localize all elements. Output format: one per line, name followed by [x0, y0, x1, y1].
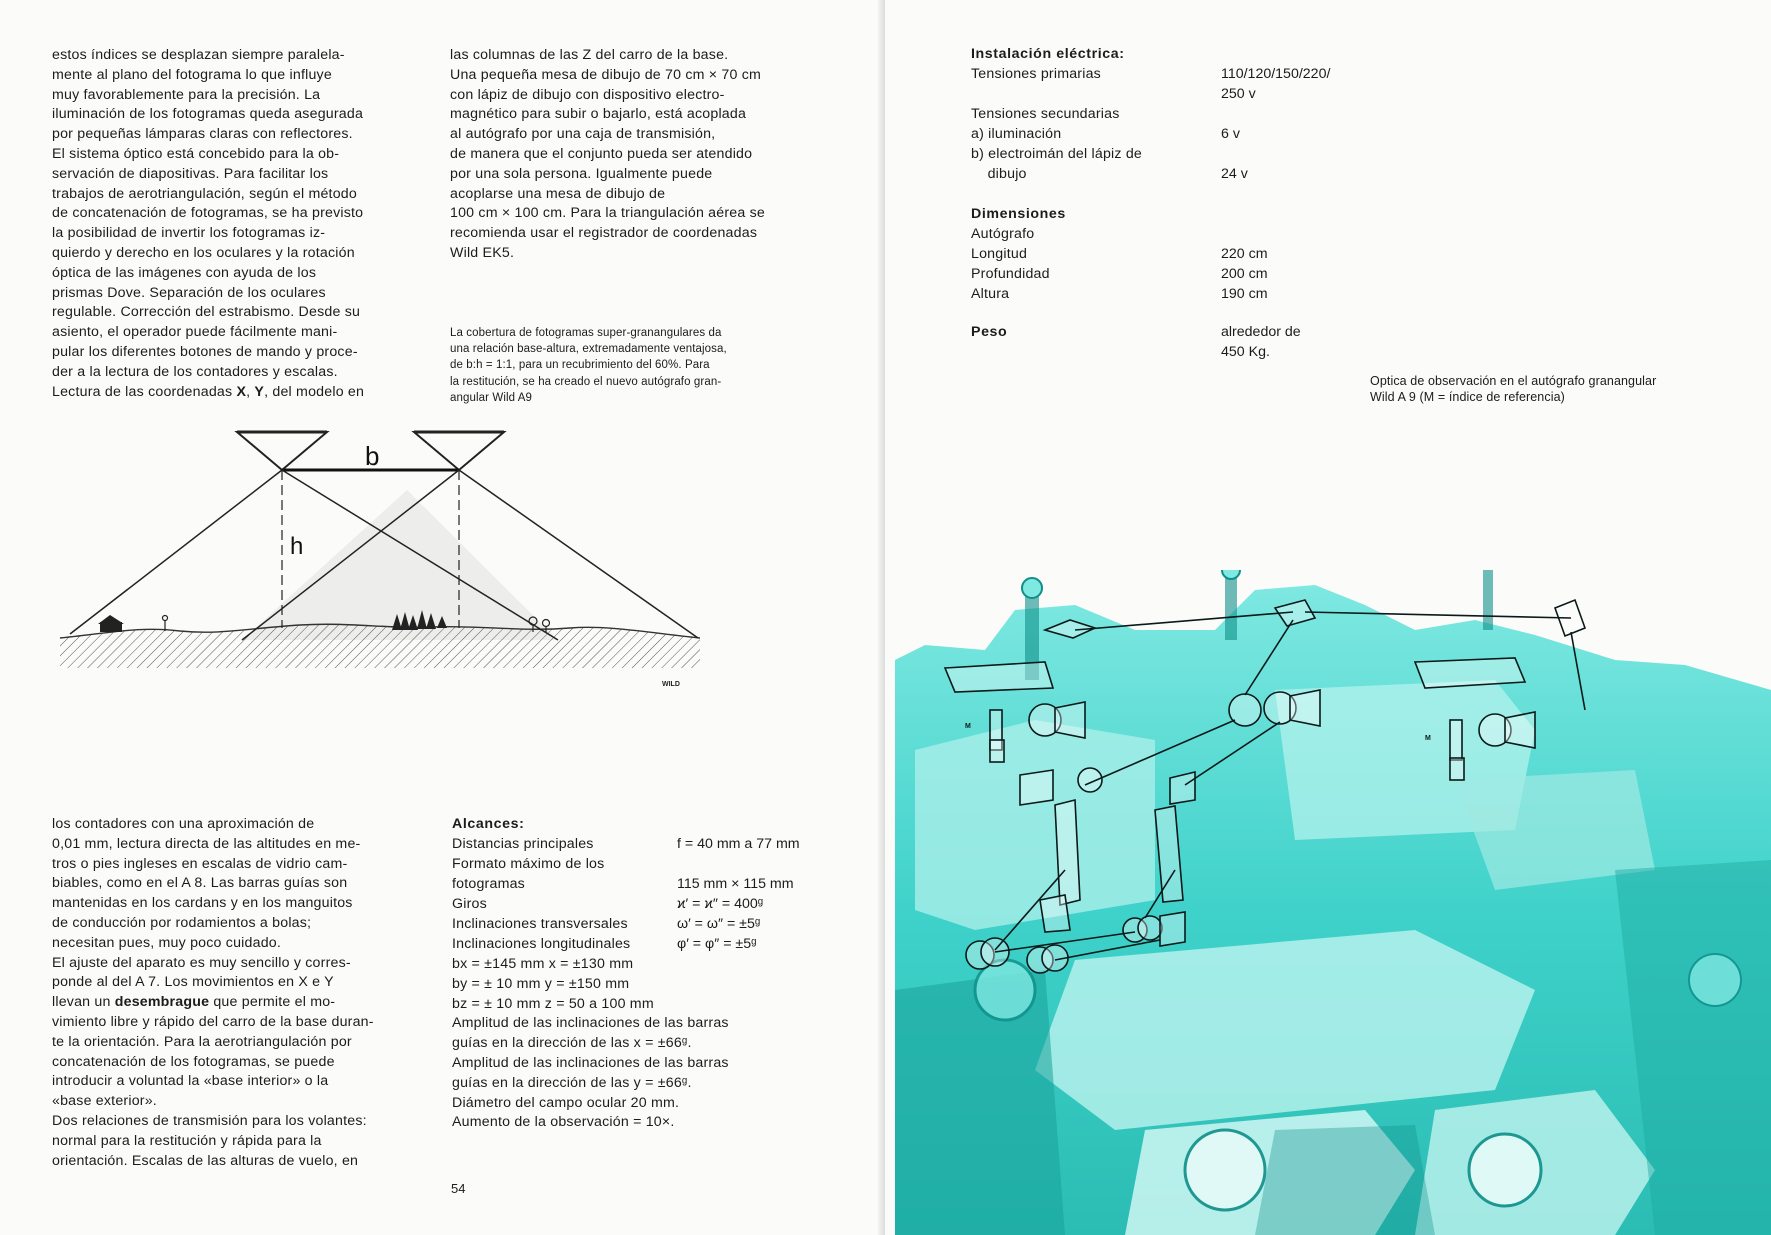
coord-y: Y — [254, 384, 265, 400]
left-camera — [237, 432, 327, 470]
coord-mid: , — [246, 384, 255, 400]
coord-prefix: Lectura de las coordenadas — [52, 384, 237, 400]
spec-label: dibujo — [971, 166, 1027, 182]
page-number: 54 — [451, 1181, 466, 1196]
alcances-row-label: Formato máximo de los — [452, 856, 605, 872]
base-height-diagram — [50, 428, 710, 693]
alcances-row-value: φ′ = φ″ = ±5ᵍ — [677, 936, 757, 952]
alcances-row-label: Inclinaciones longitudinales — [452, 936, 631, 952]
left-page — [0, 0, 885, 1235]
spec-label: b) electroimán del lápiz de — [971, 146, 1143, 162]
alcances-row-label: Giros — [452, 896, 487, 912]
alcances-row-value: 115 mm × 115 mm — [677, 876, 794, 892]
spec-label: a) iluminación — [971, 126, 1062, 142]
reference-marker-right: M — [1425, 735, 1431, 742]
spec-value: 190 cm — [1221, 286, 1268, 302]
coord-suffix: , del modelo en — [264, 384, 365, 400]
photo-caption: Optica de observación en el autógrafo granangular Wild A 9 (M = índice de referencia) — [1370, 374, 1657, 404]
reference-marker-left: M — [965, 723, 971, 730]
label-b: b — [365, 441, 380, 471]
spec-value: 250 v — [1221, 86, 1256, 102]
right-camera — [414, 432, 504, 470]
label-h: h — [290, 533, 304, 560]
autograph-photo — [895, 570, 1771, 1235]
spec-label: Peso — [971, 324, 1008, 340]
desembrague-bold: desembrague — [114, 994, 210, 1010]
alcances-row-value: ω′ = ω″ = ±5ᵍ — [677, 916, 761, 932]
alcances-row-label: fotogramas — [452, 876, 525, 892]
left-col1-bottom-text-a: los contadores con una aproximación de 0,01 mm, lectura directa de las altitudes en me- tros o pies ingleses en escalas de vidrio cam- biables, como en el A 8. Las barras guías son mantenidas en los cardans y en los manguitos de conducción por rodamientos a bolas; necesitan pues, muy poco cuidado. El ajuste del aparato es muy sencillo y corres- ponde al del A 7. Los movimientos en X e Y — [52, 816, 361, 991]
diagram-caption: La cobertura de fotogramas super-granangulares da una relación base-altura, extremadamente ventajosa, de b:h = 1:1, para un recubrimiento del 60%. Para la restitución, se ha creado el nuevo autógrafo gran- angular Wild A9 — [450, 327, 727, 404]
alcances-title: Alcances: — [452, 816, 525, 832]
left-col1-coordinates-line — [52, 383, 364, 403]
ground-hatching — [60, 624, 700, 668]
spec-value: 6 v — [1221, 126, 1240, 142]
left-col1-top-text: estos índices se desplazan siempre paralela- mente al plano del fotograma lo que influye muy favorablemente para la precisión. La iluminación de los fotogramas queda asegurada por pequeñas lámparas claras con reflectores. El sistema óptico está concebido para la ob- servación de diapositivas. Para facilitar los trabajos de aerotriangulación, según el método de concatenación de fotogramas, se ha previsto la posibilidad de invertir los fotogramas iz- quierdo y derecho en los oculares y la rotación óptica de las imágenes con ayuda de los prismas Dove. Separación de los oculares regulable. Corrección del estrabismo. Desde su asiento, el operador puede fácilmente mani- pular los diferentes botones de mando y proce- der a la lectura de los contadores y escalas. — [52, 47, 364, 380]
spec-label: Longitud — [971, 246, 1028, 262]
spec-label: Tensiones primarias — [971, 66, 1101, 82]
spec-value: 110/120/150/220/ — [1221, 66, 1331, 82]
spec-value: 220 cm — [1221, 246, 1268, 262]
spec-label: Dimensiones — [971, 206, 1066, 222]
alcances-row-value: f = 40 mm a 77 mm — [677, 836, 800, 852]
alcances-row-label: Inclinaciones transversales — [452, 916, 628, 932]
alcances-tail: bx = ±145 mm x = ±130 mm by = ± 10 mm y = ±150 mm bz = ± 10 mm z = 50 a 100 mm Amplitud de las inclinaciones de las barras guías en la dirección de las x = ±66ᵍ. Amplitud de las inclinaciones de las barras guías en la dirección de las y = ±66ᵍ. Diámetro del campo ocular 20 mm. Aumento de la observación = 10×. — [452, 956, 729, 1131]
spec-value: 200 cm — [1221, 266, 1268, 282]
spec-label: Autógrafo — [971, 226, 1035, 242]
overlap-area — [242, 490, 558, 640]
house-icon — [98, 615, 124, 632]
spec-value: 450 Kg. — [1221, 344, 1270, 360]
left-col1-bottom-text-c: vimiento libre y rápido del carro de la base duran- te la orientación. Para la aerotriangulación por concatenación de los fotogramas, se puede introducir a voluntad la «base interior» o la «base exterior». Dos relaciones de transmisión para los volantes: normal para la restitución y rápida para la orientación. Escalas de las alturas de vuelo, en — [52, 1014, 374, 1169]
alcances-row-value: ϰ′ = ϰ″ = 400ᵍ — [677, 896, 764, 912]
left-col1-desembrague-line — [52, 993, 335, 1013]
spec-label: Tensiones secundarias — [971, 106, 1120, 122]
alcances-row-label: Distancias principales — [452, 836, 594, 852]
left-col2-top-text: las columnas de las Z del carro de la base. Una pequeña mesa de dibujo de 70 cm × 70 cm con lápiz de dibujo con dispositivo electro- magnético para subir o bajarlo, está acoplada al autógrafo por una caja de transmisión, de manera que el conjunto pueda ser atendido por una sola persona. Igualmente puede acoplarse una mesa de dibujo de 100 cm × 100 cm. Para la triangulación aérea se recomienda usar el registrador de coordenadas Wild EK5. — [450, 47, 765, 261]
wild-brand-mark: WILD — [662, 681, 680, 688]
desembrague-suffix: que permite el mo- — [209, 994, 336, 1010]
spec-label: Profundidad — [971, 266, 1050, 282]
desembrague-prefix: llevan un — [52, 994, 115, 1010]
spec-label: Altura — [971, 286, 1010, 302]
spec-label: Instalación eléctrica: — [971, 46, 1125, 62]
spec-value: alrededor de — [1221, 324, 1301, 340]
person-icon — [163, 616, 168, 632]
spec-value: 24 v — [1221, 166, 1248, 182]
coord-x: X — [236, 384, 247, 400]
